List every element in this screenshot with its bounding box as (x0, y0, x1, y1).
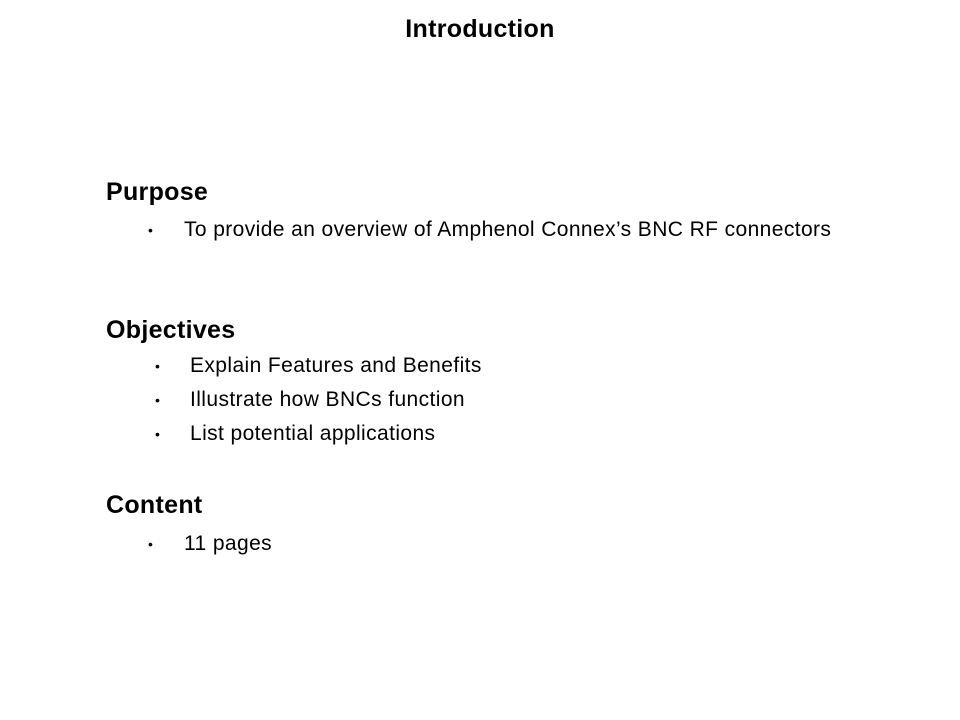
slide-title: Introduction (405, 15, 555, 43)
list-item (155, 386, 755, 414)
bullet-icon: • (155, 392, 161, 408)
list-item (148, 530, 748, 558)
bullet-text: To provide an overview of Amphenol Connex’s BNC RF connectors (184, 218, 832, 241)
bullet-text: 11 pages (184, 532, 273, 555)
objectives-heading: Objectives (106, 316, 236, 344)
bullet-icon: • (155, 426, 161, 442)
bullet-icon: • (155, 358, 161, 374)
list-item (155, 352, 755, 380)
purpose-heading: Purpose (106, 178, 209, 206)
content-heading: Content (106, 491, 203, 519)
bullet-text: List potential applications (190, 422, 436, 445)
bullet-icon: • (148, 536, 154, 552)
list-item (155, 420, 755, 448)
list-item (148, 216, 848, 244)
bullet-text: Illustrate how BNCs function (190, 388, 465, 411)
bullet-text: Explain Features and Benefits (190, 354, 482, 377)
purpose-list (148, 216, 848, 244)
objectives-list (155, 352, 755, 454)
bullet-icon: • (148, 222, 154, 238)
content-list (148, 530, 748, 558)
